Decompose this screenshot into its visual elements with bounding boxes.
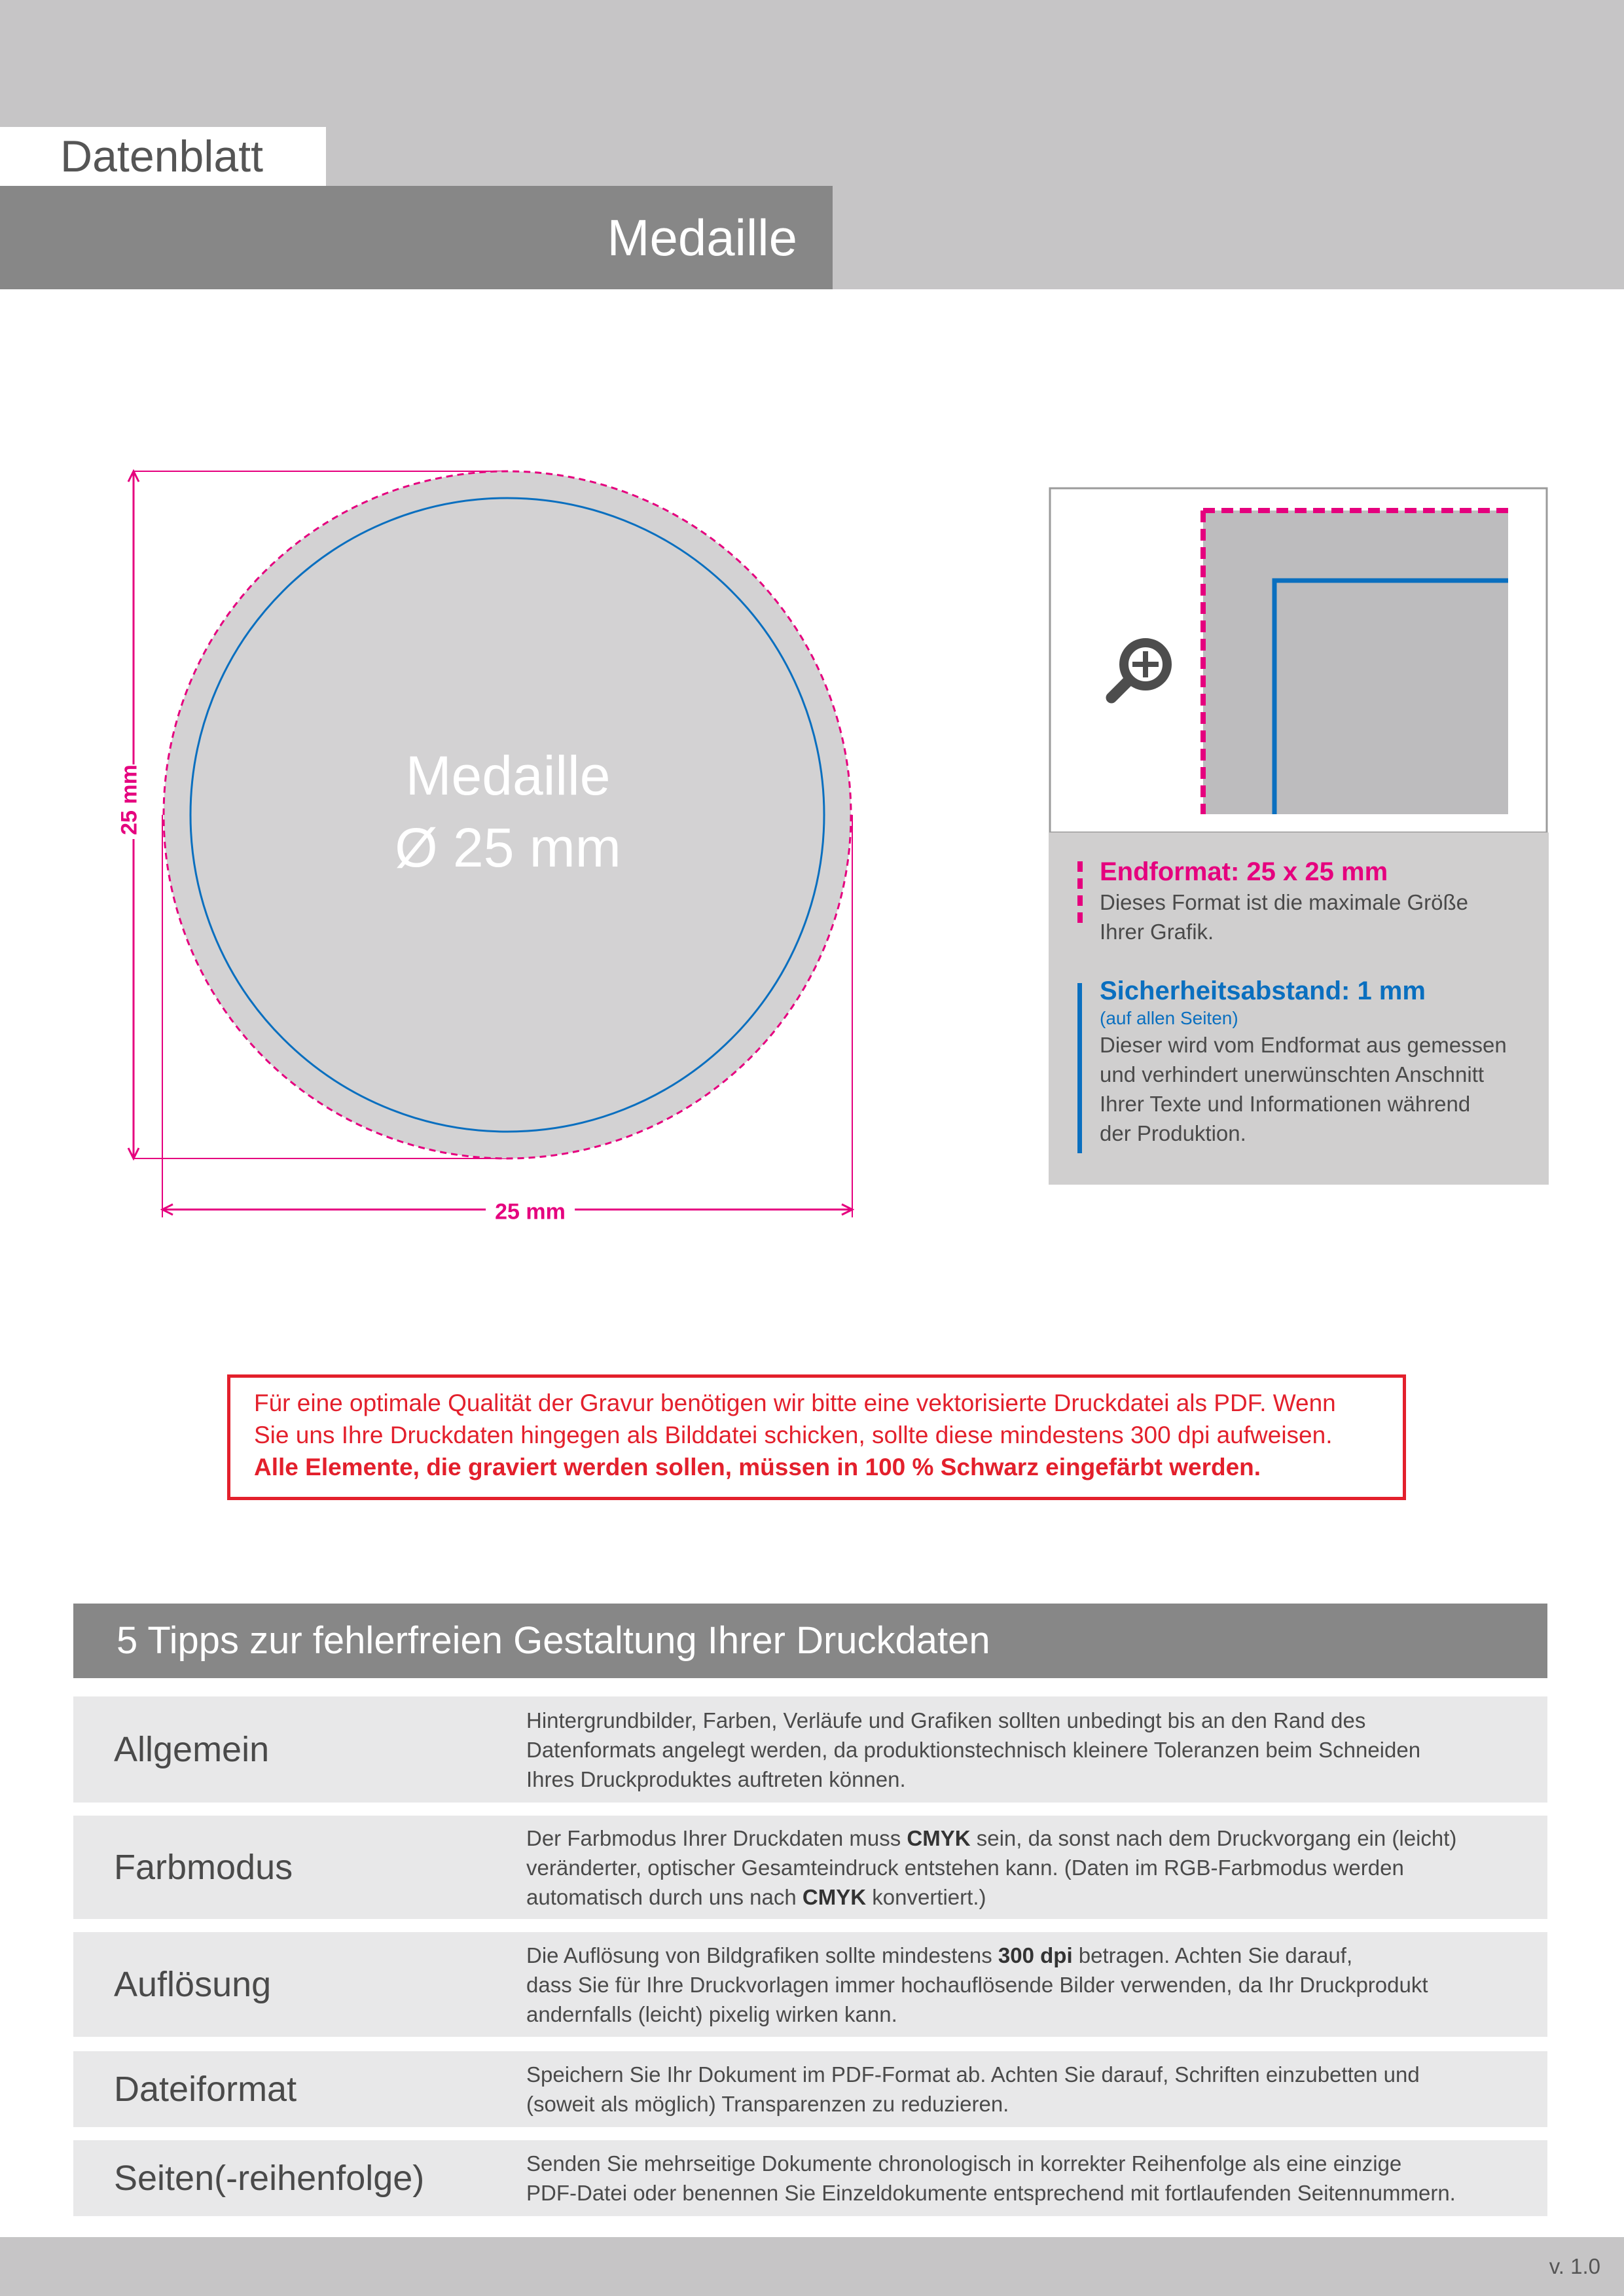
- tip-row-pages: [73, 2140, 1547, 2216]
- tip-line: Hintergrundbilder, Farben, Verläufe und Grafiken sollten unbedingt bis an den Rand des: [526, 1708, 1366, 1732]
- dimension-horizontal-label: 25 mm: [486, 1200, 575, 1225]
- safety-note: (auf allen Seiten): [1100, 1008, 1238, 1028]
- legend-endformat: [1100, 856, 1538, 946]
- endformat-marker: [1077, 861, 1083, 927]
- tip-text: [526, 2140, 1534, 2216]
- engraving-notice: [227, 1374, 1406, 1500]
- tip-text: [526, 1816, 1534, 1919]
- tip-row-file-format: [73, 2051, 1547, 2127]
- safety-text-3: Ihrer Texte und Informationen während: [1100, 1092, 1471, 1116]
- endformat-title: Endformat: 25 x 25 mm: [1100, 857, 1388, 886]
- legend-box: [1049, 833, 1549, 1185]
- tip-line: [526, 1941, 1534, 1970]
- tip-line-part: Die Auflösung von Bildgrafiken sollte mindestens: [526, 1943, 998, 1967]
- tip-line-part: sein, da sonst nach dem Druckvorgang ein (leicht): [970, 1825, 1457, 1850]
- tip-text: [526, 2051, 1534, 2127]
- tip-row-resolution: [73, 1932, 1547, 2037]
- medal-name: Medaille: [405, 745, 611, 806]
- tip-line: Ihres Druckproduktes auftreten können.: [526, 1767, 906, 1791]
- product-title: Medaille: [607, 209, 797, 266]
- tip-row-general: [73, 1696, 1547, 1803]
- legend-safety: [1100, 975, 1538, 1148]
- safety-text-1: Dieser wird vom Endformat aus gemessen: [1100, 1033, 1507, 1057]
- tip-line: dass Sie für Ihre Druckvorlagen immer hochauflösende Bilder verwenden, da Ihr Druckprodukt: [526, 1972, 1428, 1997]
- tip-line: (soweit als möglich) Transparenzen zu reduzieren.: [526, 2092, 1009, 2116]
- notice-line-2: Sie uns Ihre Druckdaten hingegen als Bilddatei schicken, sollte diese mindestens 300 dpi aufweisen.: [254, 1422, 1333, 1448]
- endformat-text-1: Dieses Format ist die maximale Größe: [1100, 890, 1468, 914]
- tip-line: veränderter, optischer Gesamteindruck entstehen kann. (Daten im RGB-Farbmodus werden: [526, 1855, 1404, 1880]
- footer-bar: [0, 2237, 1624, 2296]
- datasheet-label: Datenblatt: [60, 132, 263, 181]
- tip-line: [526, 1882, 1534, 1912]
- notice-line-1: Für eine optimale Qualität der Gravur benötigen wir bitte eine vektorisierte Druckdatei als PDF. Wenn: [254, 1390, 1336, 1416]
- tip-label: Allgemein: [114, 1730, 270, 1769]
- tip-highlight: CMYK: [907, 1825, 971, 1850]
- tip-line: [526, 1823, 1534, 1853]
- tip-label: Seiten(-reihenfolge): [114, 2159, 425, 2198]
- tip-label: Auflösung: [114, 1965, 272, 2004]
- medal-label: [298, 740, 717, 884]
- tip-line-part: automatisch durch uns nach: [526, 1884, 803, 1909]
- safety-text-2: und verhindert unerwünschten Anschnitt: [1100, 1062, 1485, 1086]
- tips-heading: 5 Tipps zur fehlerfreien Gestaltung Ihrer Druckdaten: [73, 1604, 1547, 1678]
- dimension-vertical-label: 25 mm: [117, 764, 142, 835]
- safety-text-4: der Produktion.: [1100, 1121, 1246, 1145]
- tip-line: andernfalls (leicht) pixelig wirken kann.: [526, 2001, 897, 2026]
- notice-line-3: Alle Elemente, die graviert werden sollen, müssen in 100 % Schwarz eingefärbt werden.: [254, 1454, 1261, 1480]
- tip-highlight: CMYK: [802, 1884, 867, 1909]
- tip-line-part: Der Farbmodus Ihrer Druckdaten muss: [526, 1825, 907, 1850]
- tip-line: Datenformats angelegt werden, da produktionstechnisch kleinere Toleranzen beim Schneiden: [526, 1737, 1421, 1762]
- tip-line: Speichern Sie Ihr Dokument im PDF-Format ab. Achten Sie darauf, Schriften einzubetten und: [526, 2062, 1420, 2087]
- tip-text: [526, 1696, 1534, 1803]
- tip-highlight: 300 dpi: [998, 1943, 1073, 1967]
- tip-label: Farbmodus: [114, 1848, 293, 1887]
- endformat-text-2: Ihrer Grafik.: [1100, 920, 1214, 944]
- tip-line-part: betragen. Achten Sie darauf,: [1072, 1943, 1353, 1967]
- version-label: v. 1.0: [1549, 2254, 1600, 2278]
- tip-line-part: konvertiert.): [866, 1884, 986, 1909]
- medal-diameter: Ø 25 mm: [395, 817, 621, 878]
- tip-line: Senden Sie mehrseitige Dokumente chronologisch in korrekter Reihenfolge als eine einzige: [526, 2151, 1402, 2176]
- tip-line: PDF-Datei oder benennen Sie Einzeldokumente entsprechend mit fortlaufenden Seitennummern.: [526, 2181, 1456, 2205]
- tip-row-color-mode: [73, 1816, 1547, 1919]
- tip-text: [526, 1932, 1534, 2037]
- tip-label: Dateiformat: [114, 2070, 297, 2109]
- safety-marker: [1077, 983, 1082, 1153]
- safety-title: Sicherheitsabstand: 1 mm: [1100, 977, 1426, 1005]
